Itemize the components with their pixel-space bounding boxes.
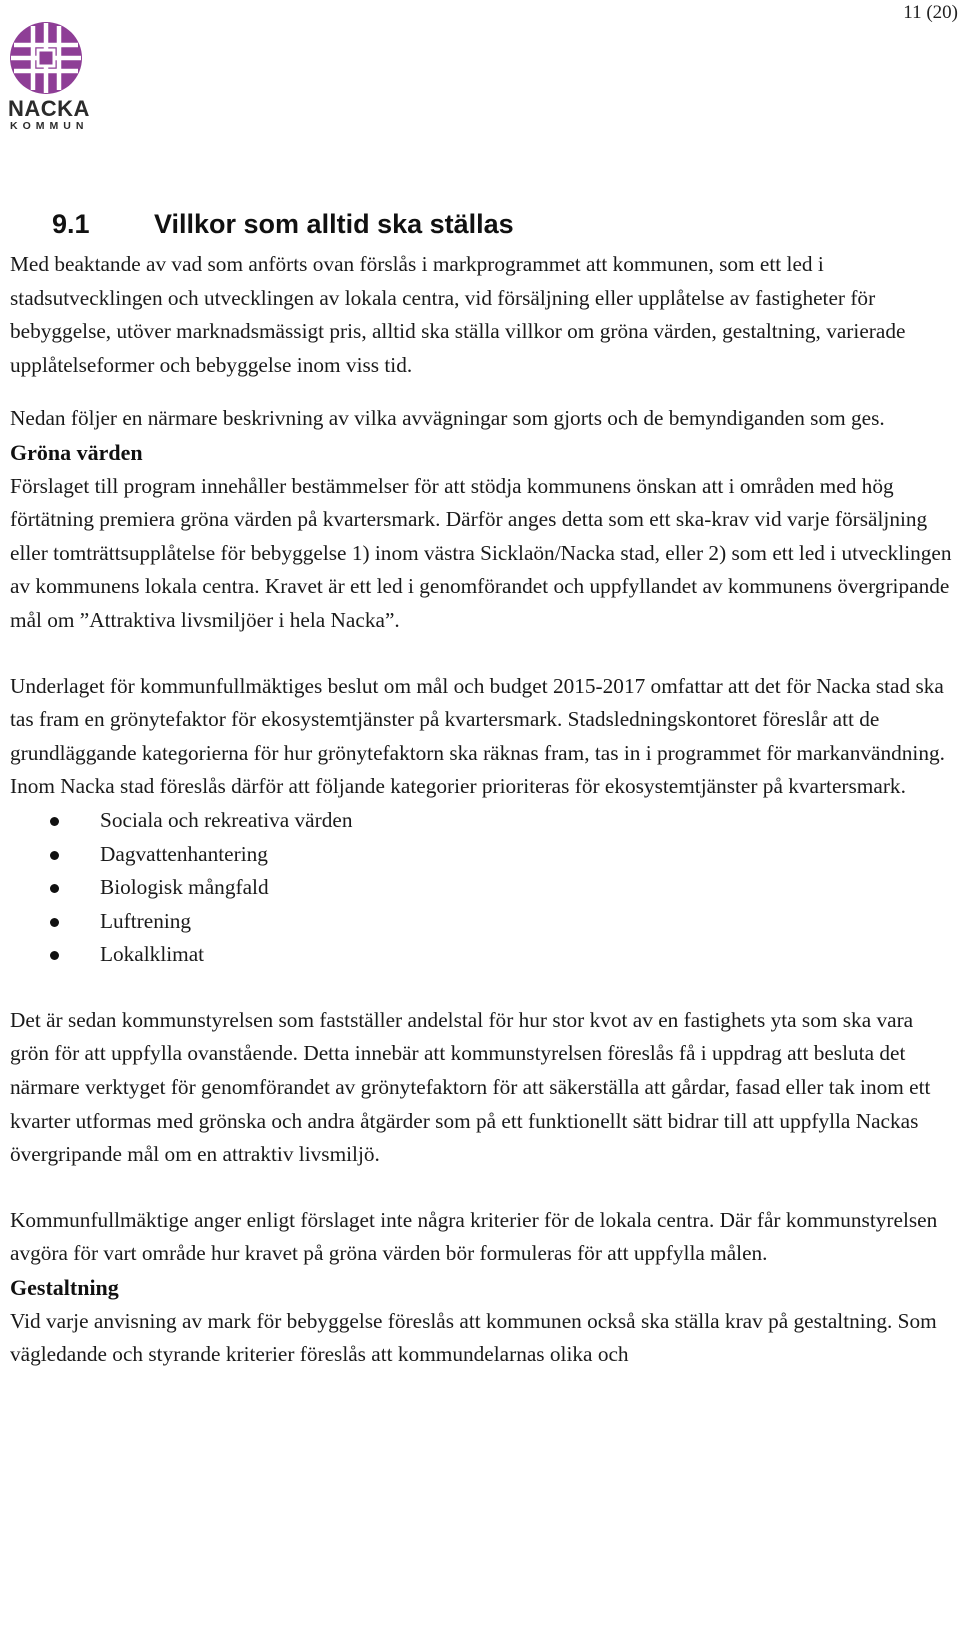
logo-name: NACKA	[8, 96, 90, 121]
grona-paragraph-1: Förslaget till program innehåller bestämmelser för att stödja kommunens önskan att i områden med hög förtätning premiera gröna värden på kvartersmark. Därför anges detta som ett ska-krav vid varje försäljning eller tomträttsupplåtelse för bebyggelse 1) inom västra Sicklaön/Nacka stad, eller 2) som ett led i utvecklingen av kommunens lokala centra. Kravet är ett led i genomförandet och uppfyllandet av kommunens övergripande mål om ”Attraktiva livsmiljöer i hela Nacka”.	[10, 473, 952, 632]
page-number: 11 (20)	[903, 2, 958, 23]
bullet-icon	[50, 918, 59, 927]
bullet-icon	[50, 951, 59, 960]
list-item: Sociala och rekreativa värden	[10, 804, 956, 838]
intro-paragraph-2: Nedan följer en närmare beskrivning av vilka avvägningar som gjorts och de bemyndiganden som ges.	[10, 406, 885, 431]
gestaltning-paragraph-1: Vid varje anvisning av mark för bebyggelse föreslås att kommunen också ska ställa krav på gestaltning. Som vägledande och styrande kriterier föreslås att kommundelarnas olika och	[10, 1308, 937, 1367]
subheading-gestaltning: Gestaltning	[10, 1275, 119, 1301]
subheading-grona-varden: Gröna värden	[10, 439, 143, 465]
list-item: Lokalklimat	[10, 938, 956, 972]
list-item: Luftrening	[10, 905, 956, 939]
category-list	[10, 804, 956, 972]
section-number: 9.1	[52, 209, 90, 239]
grona-paragraph-2: Underlaget för kommunfullmäktiges beslut om mål och budget 2015-2017 omfattar att det för Nacka stad ska tas fram en grönytefaktor för ekosystemtjänster på kvartersmark. Stadsledningskontoret föreslår att de grundläggande kategorierna för hur grönytefaktorn ska räknas fram, tas in i programmet för markanvändning. Inom Nacka stad föreslås därför att följande kategorier prioriteras för ekosystemtjänster på kvartersmark.	[10, 673, 945, 799]
list-item: Dagvattenhantering	[10, 838, 956, 872]
nacka-kommun-logo	[8, 20, 94, 132]
logo-sub: KOMMUN	[10, 120, 89, 132]
section-heading	[10, 200, 956, 248]
bullet-icon	[50, 851, 59, 860]
intro-paragraph: Med beaktande av vad som anförts ovan förslås i markprogrammet att kommunen, som ett led i stadsutvecklingen och utvecklingen av lokala centra, vid försäljning eller upplåtelse av fastigheter för bebyggelse, utöver marknadsmässigt pris, alltid ska ställa villkor om gröna värden, gestaltning, varierade upplåtelseformer och bebyggelse inom viss tid.	[10, 252, 906, 377]
section-title: Villkor som alltid ska ställas	[154, 209, 514, 239]
list-item: Biologisk mångfald	[10, 871, 956, 905]
bullet-icon	[50, 884, 59, 893]
grona-paragraph-4: Kommunfullmäktige anger enligt förslaget inte några kriterier för de lokala centra. Där får kommunstyrelsen avgöra för vart område hur kravet på gröna värden bör formuleras för att uppfylla målen.	[10, 1207, 938, 1266]
nacka-emblem-icon	[8, 20, 84, 96]
document-body	[10, 200, 956, 1372]
bullet-icon	[50, 817, 59, 826]
grona-paragraph-3: Det är sedan kommunstyrelsen som fastställer andelstal för hur stor kvot av en fastighets yta som ska vara grön för att uppfylla ovanstående. Detta innebär att kommunstyrelsen föreslås få i uppdrag att besluta det närmare verktyget för genomförandet av grönytefaktorn för att säkerställa att gårdar, fasad eller tak inom ett kvarter utformas med grönska och andra åtgärder som på ett funktionellt sätt bidrar till att uppfylla Nackas övergripande mål om en attraktiv livsmiljö.	[10, 1007, 931, 1167]
